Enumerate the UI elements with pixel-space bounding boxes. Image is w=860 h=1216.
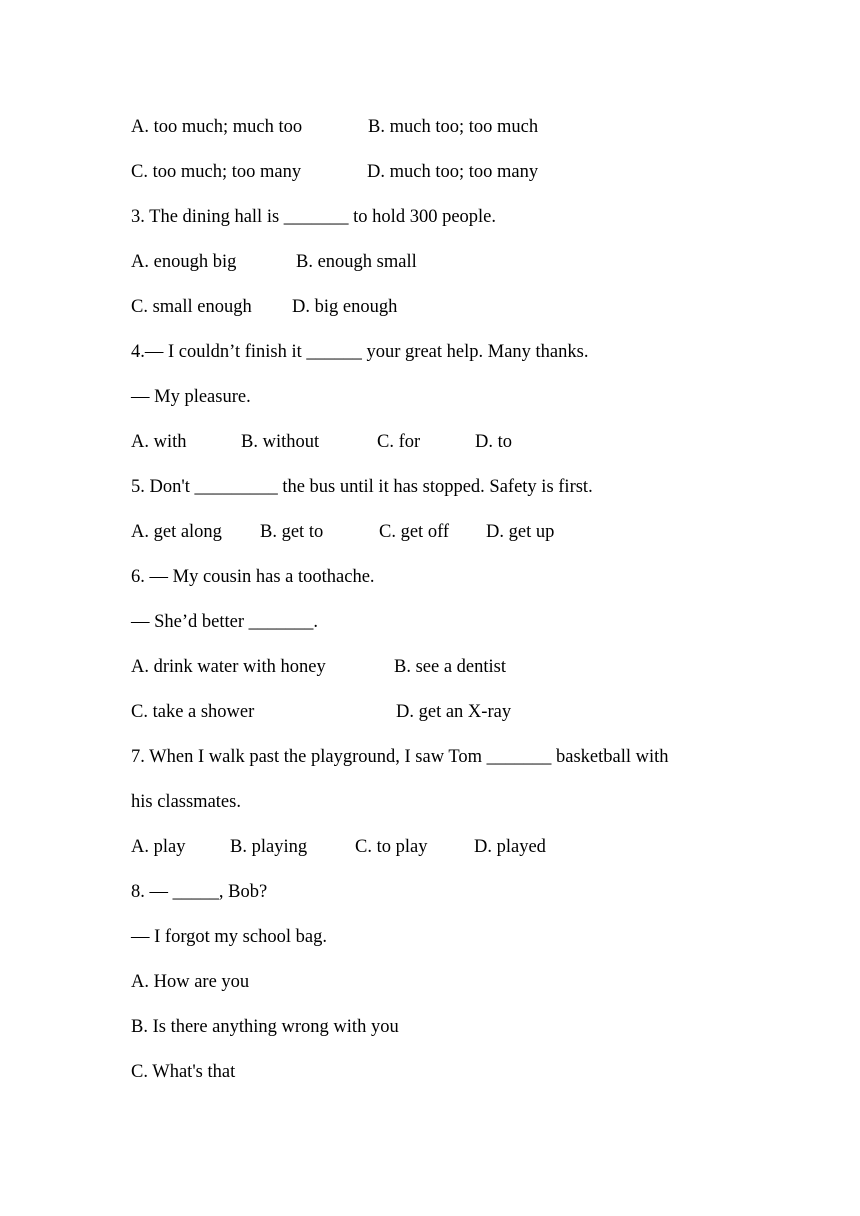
question-8-option-a: A. How are you bbox=[131, 972, 250, 992]
option-c: C. too much; too many bbox=[131, 162, 302, 182]
question-8-option-b: B. Is there anything wrong with you bbox=[131, 1017, 399, 1037]
option-c: C. take a shower bbox=[131, 702, 255, 722]
option-a: A. with bbox=[131, 432, 187, 452]
option-b: B. get to bbox=[260, 522, 324, 542]
question-3-stem: 3. The dining hall is _______ to hold 300 people. bbox=[131, 207, 497, 227]
question-5-stem: 5. Don't _________ the bus until it has stopped. Safety is first. bbox=[131, 477, 593, 497]
option-d: D. get an X-ray bbox=[396, 702, 512, 722]
option-c: C. for bbox=[377, 432, 421, 452]
question-4-stem: 4.— I couldn’t finish it ______ your great help. Many thanks. bbox=[131, 342, 589, 362]
option-a: A. too much; much too bbox=[131, 117, 303, 137]
question-8-stem: 8. — _____, Bob? bbox=[131, 882, 268, 902]
option-b: B. without bbox=[241, 432, 320, 452]
option-d: D. get up bbox=[486, 522, 555, 542]
question-4-reply: — My pleasure. bbox=[131, 387, 251, 407]
question-7-stem-continued: his classmates. bbox=[131, 792, 241, 812]
question-8-reply: — I forgot my school bag. bbox=[131, 927, 327, 947]
question-6-stem: 6. — My cousin has a toothache. bbox=[131, 567, 375, 587]
option-d: D. much too; too many bbox=[367, 162, 539, 182]
option-b: B. enough small bbox=[296, 252, 417, 272]
option-b: B. much too; too much bbox=[368, 117, 539, 137]
option-c: C. small enough bbox=[131, 297, 252, 317]
option-b: B. see a dentist bbox=[394, 657, 507, 677]
option-a: A. get along bbox=[131, 522, 222, 542]
option-c: C. to play bbox=[355, 837, 428, 857]
option-d: D. big enough bbox=[292, 297, 398, 317]
question-8-option-c: C. What's that bbox=[131, 1062, 236, 1082]
option-b: B. playing bbox=[230, 837, 308, 857]
option-d: D. played bbox=[474, 837, 546, 857]
option-a: A. play bbox=[131, 837, 186, 857]
question-7-stem: 7. When I walk past the playground, I saw Tom _______ basketball with bbox=[131, 747, 669, 767]
option-c: C. get off bbox=[379, 522, 450, 542]
question-6-reply: — She’d better _______. bbox=[131, 612, 319, 632]
option-a: A. drink water with honey bbox=[131, 657, 326, 677]
option-d: D. to bbox=[475, 432, 512, 452]
option-a: A. enough big bbox=[131, 252, 237, 272]
